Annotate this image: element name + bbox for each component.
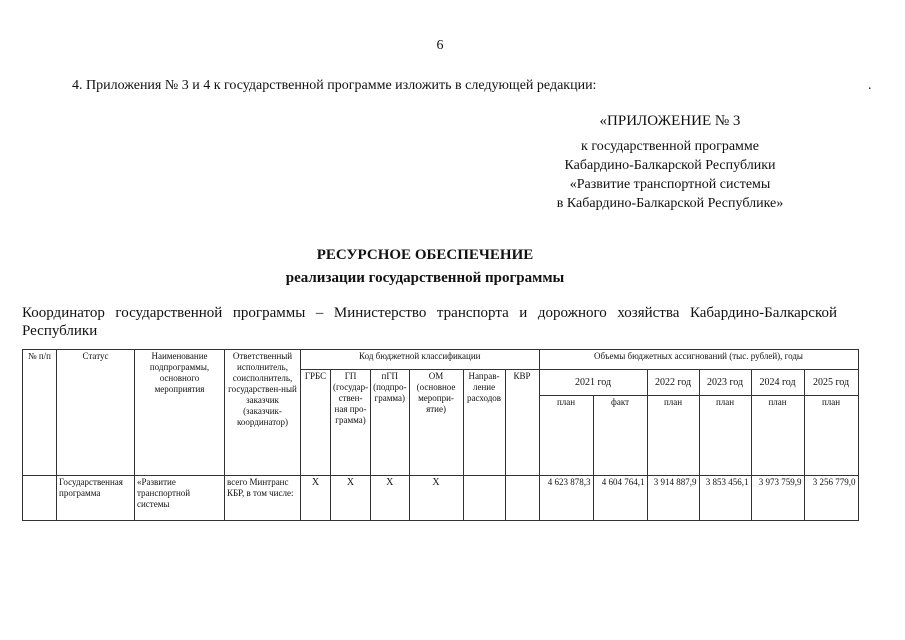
appendix-line: к государственной программе xyxy=(581,139,759,154)
header-num: № п/п xyxy=(23,350,57,476)
document-subtitle: реализации государственной программы xyxy=(285,270,565,286)
header-year-2023: 2023 год xyxy=(699,370,751,396)
row-gp: Х xyxy=(331,476,371,521)
header-direction: Направ-ление расходов xyxy=(463,370,505,476)
header-plan: план xyxy=(539,396,593,476)
appendix-line: Кабардино-Балкарской Республики xyxy=(564,158,776,173)
header-volumes: Объемы бюджетных ассигнований (тыс. рублей), годы xyxy=(539,350,858,370)
row-om: Х xyxy=(409,476,463,521)
coordinator-paragraph: Координатор государственной программы – Министерство транспорта и дорожного хозяйства Кабардино-Балкарской Республики xyxy=(22,305,837,339)
row-pgp: Х xyxy=(371,476,409,521)
row-value-2023-plan: 3 853 456,1 xyxy=(699,476,751,521)
header-kvr: КВР xyxy=(505,370,539,476)
header-plan: план xyxy=(751,396,804,476)
header-year-2021: 2021 год xyxy=(539,370,647,396)
row-direction xyxy=(463,476,505,521)
header-fact: факт xyxy=(593,396,647,476)
intro-paragraph: 4. Приложения № 3 и 4 к государственной программе изложить в следующей редакции: xyxy=(72,78,597,93)
header-gp: ГП (государ-ствен-ная про-грамма) xyxy=(331,370,371,476)
header-om: ОМ (основное меропри-ятие) xyxy=(409,370,463,476)
row-name: «Развитие транспортной системы xyxy=(135,476,225,521)
row-grbs: Х xyxy=(301,476,331,521)
trailing-dot: . xyxy=(868,78,872,93)
row-kvr xyxy=(505,476,539,521)
appendix-heading: «ПРИЛОЖЕНИЕ № 3 xyxy=(599,113,741,129)
row-num xyxy=(23,476,57,521)
header-responsible: Ответственный исполнитель, соисполнитель, государствен-ный заказчик (заказчик-координатор) xyxy=(225,350,301,476)
header-status: Статус xyxy=(57,350,135,476)
row-value-2022-plan: 3 914 887,9 xyxy=(647,476,699,521)
header-budget-code: Код бюджетной классификации xyxy=(301,350,540,370)
header-year-2024: 2024 год xyxy=(751,370,804,396)
header-pgp: пГП (подпро-грамма) xyxy=(371,370,409,476)
header-grbs: ГРБС xyxy=(301,370,331,476)
header-plan: план xyxy=(647,396,699,476)
resource-table xyxy=(22,349,859,521)
header-year-2025: 2025 год xyxy=(804,370,858,396)
document-title: РЕСУРСНОЕ ОБЕСПЕЧЕНИЕ xyxy=(316,247,534,263)
appendix-block xyxy=(520,112,820,213)
appendix-line: «Развитие транспортной системы xyxy=(569,177,771,192)
header-name: Наименование подпрограммы, основного мероприятия xyxy=(135,350,225,476)
row-responsible: всего Минтранс КБР, в том числе: xyxy=(225,476,301,521)
row-status: Государственная программа xyxy=(57,476,135,521)
page-number: 6 xyxy=(436,38,444,53)
row-value-2025-plan: 3 256 779,0 xyxy=(804,476,858,521)
row-value-2024-plan: 3 973 759,9 xyxy=(751,476,804,521)
appendix-line: в Кабардино-Балкарской Республике» xyxy=(556,196,784,211)
header-plan: план xyxy=(699,396,751,476)
row-value-2021-plan: 4 623 878,3 xyxy=(539,476,593,521)
header-plan: план xyxy=(804,396,858,476)
row-value-2021-fact: 4 604 764,1 xyxy=(593,476,647,521)
header-year-2022: 2022 год xyxy=(647,370,699,396)
